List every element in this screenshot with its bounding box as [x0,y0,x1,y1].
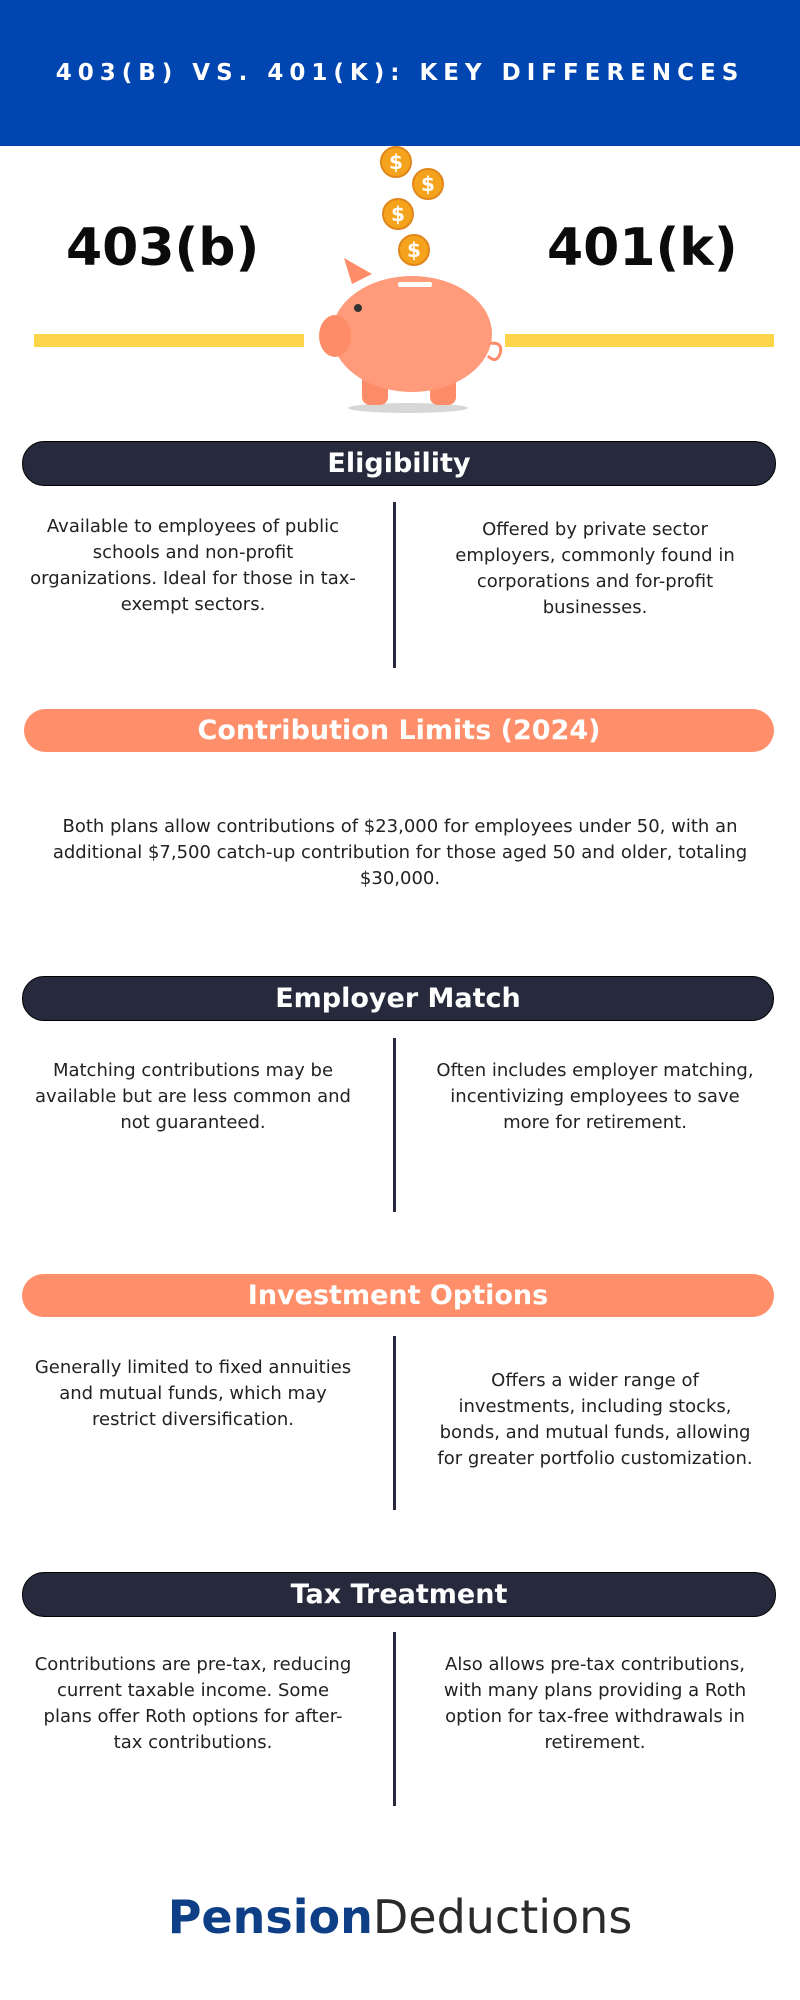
header-banner [0,0,800,146]
yellow-divider-right [505,334,774,347]
logo-bold-text: Pension [167,1890,373,1944]
dollar-coin-icon [413,169,443,199]
page-title: 403(B) VS. 401(K): KEY DIFFERENCES [55,60,745,86]
yellow-divider-left [34,334,304,347]
section-title-contribution-limits: Contribution Limits (2024) [24,709,774,752]
employer-match-403b-text: Matching contributions may be available but are less common and not guaranteed. [35,1060,351,1133]
pension-deductions-logo [0,1890,800,1944]
section-title-employer-match: Employer Match [22,976,774,1021]
tax-403b-text: Contributions are pre-tax, reducing current taxable income. Some plans offer Roth options for after-tax contributions. [34,1654,352,1753]
dollar-coin-icon [399,235,429,265]
column-divider [393,1632,396,1806]
tax-401k-text: Also allows pre-tax contributions, with many plans providing a Roth option for tax-free withdrawals in retirement. [443,1654,747,1753]
dollar-coin-icon [383,199,413,229]
column-divider [393,502,396,668]
contribution-limits-text: Both plans allow contributions of $23,000 for employees under 50, with an additional $7,500 catch-up contribution for those aged 50 and older, totaling $30,000. [52,816,748,889]
column-divider [393,1336,396,1510]
section-title-investment-options: Investment Options [22,1274,774,1317]
employer-match-401k-text: Often includes employer matching, incentivizing employees to save more for retirement. [436,1060,754,1133]
section-title-tax-treatment: Tax Treatment [22,1572,776,1617]
investment-403b-text: Generally limited to fixed annuities and mutual funds, which may restrict diversification. [34,1357,352,1430]
eligibility-403b-text: Available to employees of public schools and non-profit organizations. Ideal for those in tax-exempt sectors. [30,516,356,615]
eligibility-401k-text: Offered by private sector employers, commonly found in corporations and for-profit businesses. [455,519,735,618]
label-403b: 403(b) [66,218,260,278]
svg-text:$: $ [421,172,435,196]
svg-text:$: $ [407,238,421,262]
column-divider [393,1038,396,1212]
svg-text:$: $ [391,202,405,226]
svg-text:$: $ [389,150,403,174]
investment-401k-text: Offers a wider range of investments, including stocks, bonds, and mutual funds, allowing for greater portfolio customization. [437,1370,753,1469]
section-title-eligibility: Eligibility [22,441,776,486]
dollar-coin-icon [381,147,411,177]
label-401k: 401(k) [547,218,738,278]
logo-light-text: Deductions [372,1890,633,1944]
piggy-bank-icon [290,144,520,414]
